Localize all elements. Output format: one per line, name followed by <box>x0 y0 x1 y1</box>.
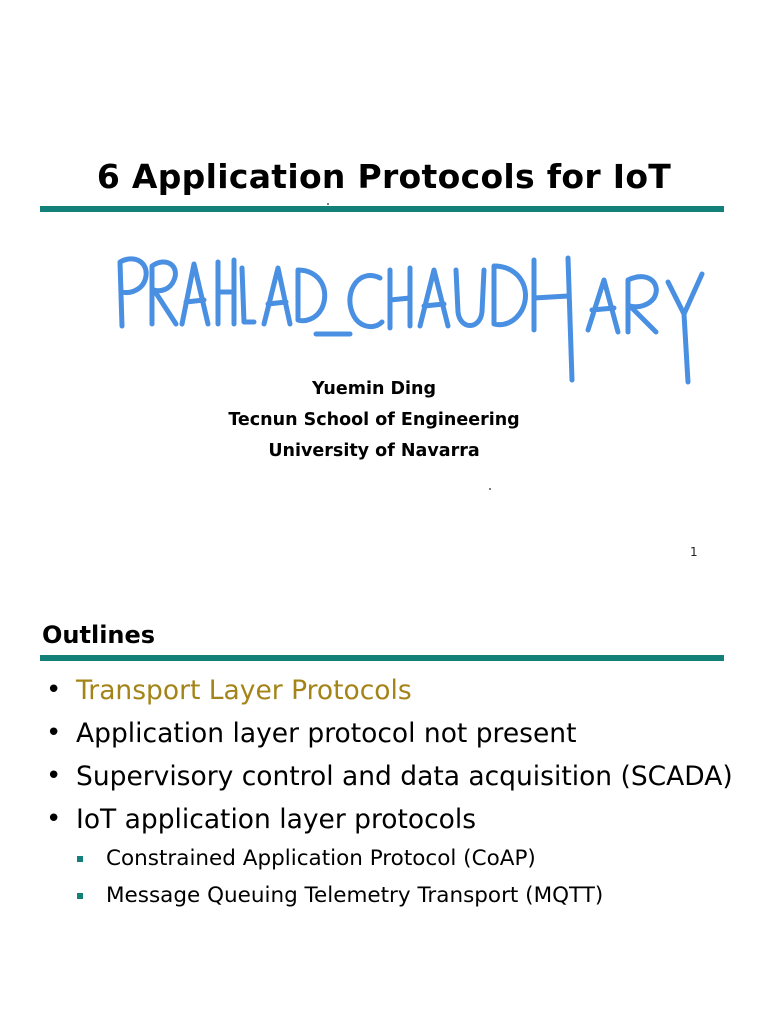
handwritten-signature <box>108 240 720 390</box>
bullet-item <box>44 758 744 795</box>
sub-bullet-list <box>44 844 744 911</box>
school-name: Tecnun School of Engineering <box>228 410 520 430</box>
slide-number: 1 <box>690 545 698 559</box>
bullet-text: Supervisory control and data acquisition (SCADA) <box>76 761 733 792</box>
bullet-dot-icon: • <box>46 718 62 748</box>
title-divider <box>40 655 724 661</box>
author-block <box>0 374 748 467</box>
stray-dot <box>327 203 329 205</box>
bullet-dot-icon: • <box>46 675 62 705</box>
presentation-title: 6 Application Protocols for IoT <box>96 157 672 196</box>
sub-bullet-text: Message Queuing Telemetry Transport (MQTT) <box>106 883 604 908</box>
bullet-text: Transport Layer Protocols <box>76 675 412 706</box>
title-divider <box>40 206 724 212</box>
bullet-list <box>44 672 744 918</box>
author-name: Yuemin Ding <box>311 379 437 399</box>
slide-title: Outlines <box>42 621 156 649</box>
sub-bullet-text: Constrained Application Protocol (CoAP) <box>106 846 536 871</box>
sub-bullet-item <box>44 881 744 911</box>
bullet-text: IoT application layer protocols <box>76 804 477 835</box>
university-name: University of Navarra <box>268 441 480 461</box>
sub-bullet-group <box>44 844 744 911</box>
bullet-item <box>44 801 744 838</box>
sub-bullet-item <box>44 844 744 874</box>
square-bullet-icon <box>77 893 83 899</box>
outlines-slide <box>0 590 768 1024</box>
bullet-item <box>44 715 744 752</box>
bullet-item <box>44 672 744 709</box>
square-bullet-icon <box>77 856 83 862</box>
bullet-text: Application layer protocol not present <box>76 718 577 749</box>
stray-dot <box>489 488 491 490</box>
bullet-dot-icon: • <box>46 804 62 834</box>
bullet-dot-icon: • <box>46 761 62 791</box>
